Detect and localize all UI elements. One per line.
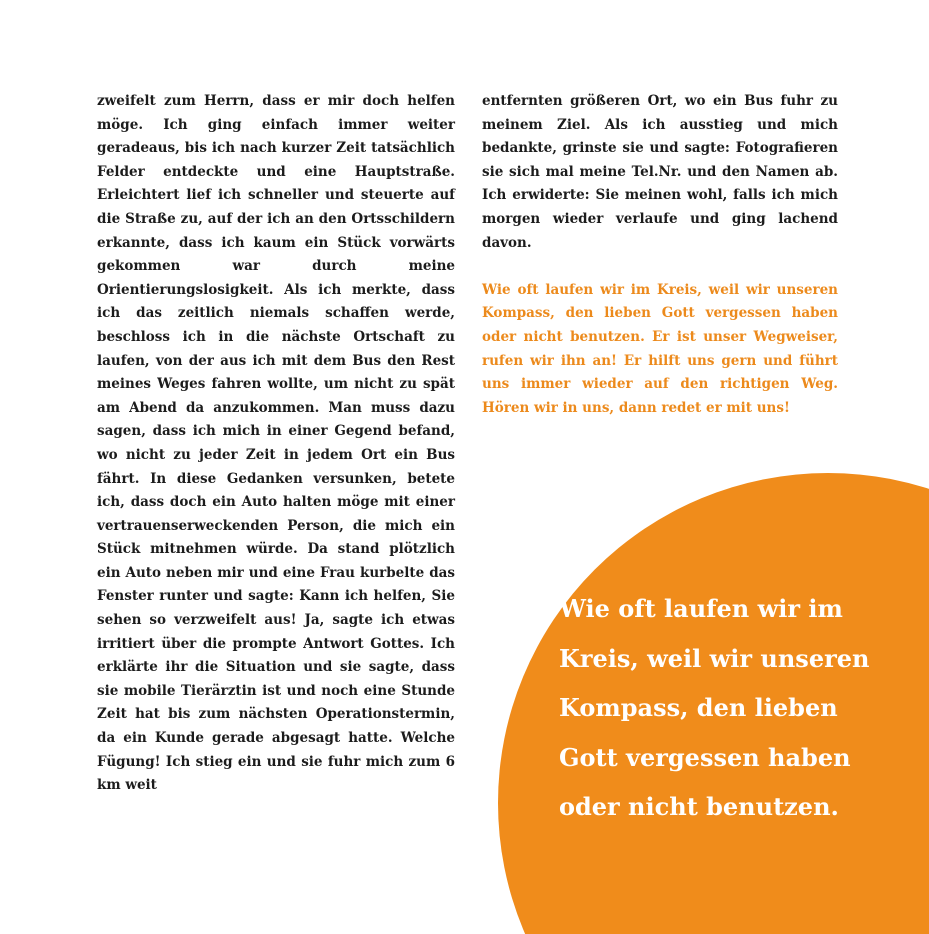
left-text-column: zweifelt zum Herrn, dass er mir doch helfen möge. Ich ging einfach immer weiter geradeaus, bis ich nach kurzer Zeit tatsächlich Felder entdeckte und eine Hauptstraße. Erleichtert lief ich schneller und steuerte auf die Straße zu, auf der ich an den Ortsschildern erkannte, dass ich kaum ein Stück vorwärts gekommen war durch meine Orientierungslosigkeit. Als ich merkte, dass ich das zeitlich niemals schaffen werde, beschloss ich in die nächste Ortschaft zu laufen, von der aus ich mit dem Bus den Rest meines Weges fahren wollte, um nicht zu spät am Abend da anzukommen. Man muss dazu sagen, dass ich mich in einer Gegend befand, wo nicht zu jeder Zeit in jedem Ort ein Bus fährt. In diese Gedanken versunken, betete ich, dass doch ein Auto halten möge mit einer vertrauenserweckenden Person, die mich ein Stück mitnehmen würde. Da stand plötzlich ein Auto neben mir und eine Frau kurbelte das Fenster runter und sagte: Kann ich helfen, Sie sehen so verzweifelt aus! Ja, sagte ich etwas irritiert über die prompte Antwort Gottes. Ich erklärte ihr die Situation und sie sagte, dass sie mobile Tierärztin ist und noch eine Stunde Zeit hat bis zum nächsten Operationstermin, da ein Kunde gerade abgesagt hatte. Welche Fügung! Ich stieg ein und sie fuhr mich zum 6 km weit: [97, 93, 455, 794]
highlighted-paragraph: Wie oft laufen wir im Kreis, weil wir unseren Kompass, den lieben Gott vergessen haben oder nicht benutzen. Er ist unser Wegweiser, rufen wir ihn an! Er hilft uns gern und führt uns immer wieder auf den richtigen Weg. Hören wir in uns, dann redet er mit uns!: [482, 281, 838, 416]
right-text-column: [482, 90, 838, 420]
right-column-paragraph: entfernten größeren Ort, wo ein Bus fuhr zu meinem Ziel. Als ich ausstieg und mich bedankte, grinste sie und sagte: Fotografieren sie sich mal meine Tel.Nr. und den Namen ab. Ich erwiderte: Sie meinen wohl, falls ich mich morgen wieder verlaufe und ging lachend davon.: [482, 93, 838, 251]
pull-quote: Wie oft laufen wir im Kreis, weil wir unseren Kompass, den lieben Gott vergessen haben oder nicht benutzen.: [559, 594, 870, 821]
